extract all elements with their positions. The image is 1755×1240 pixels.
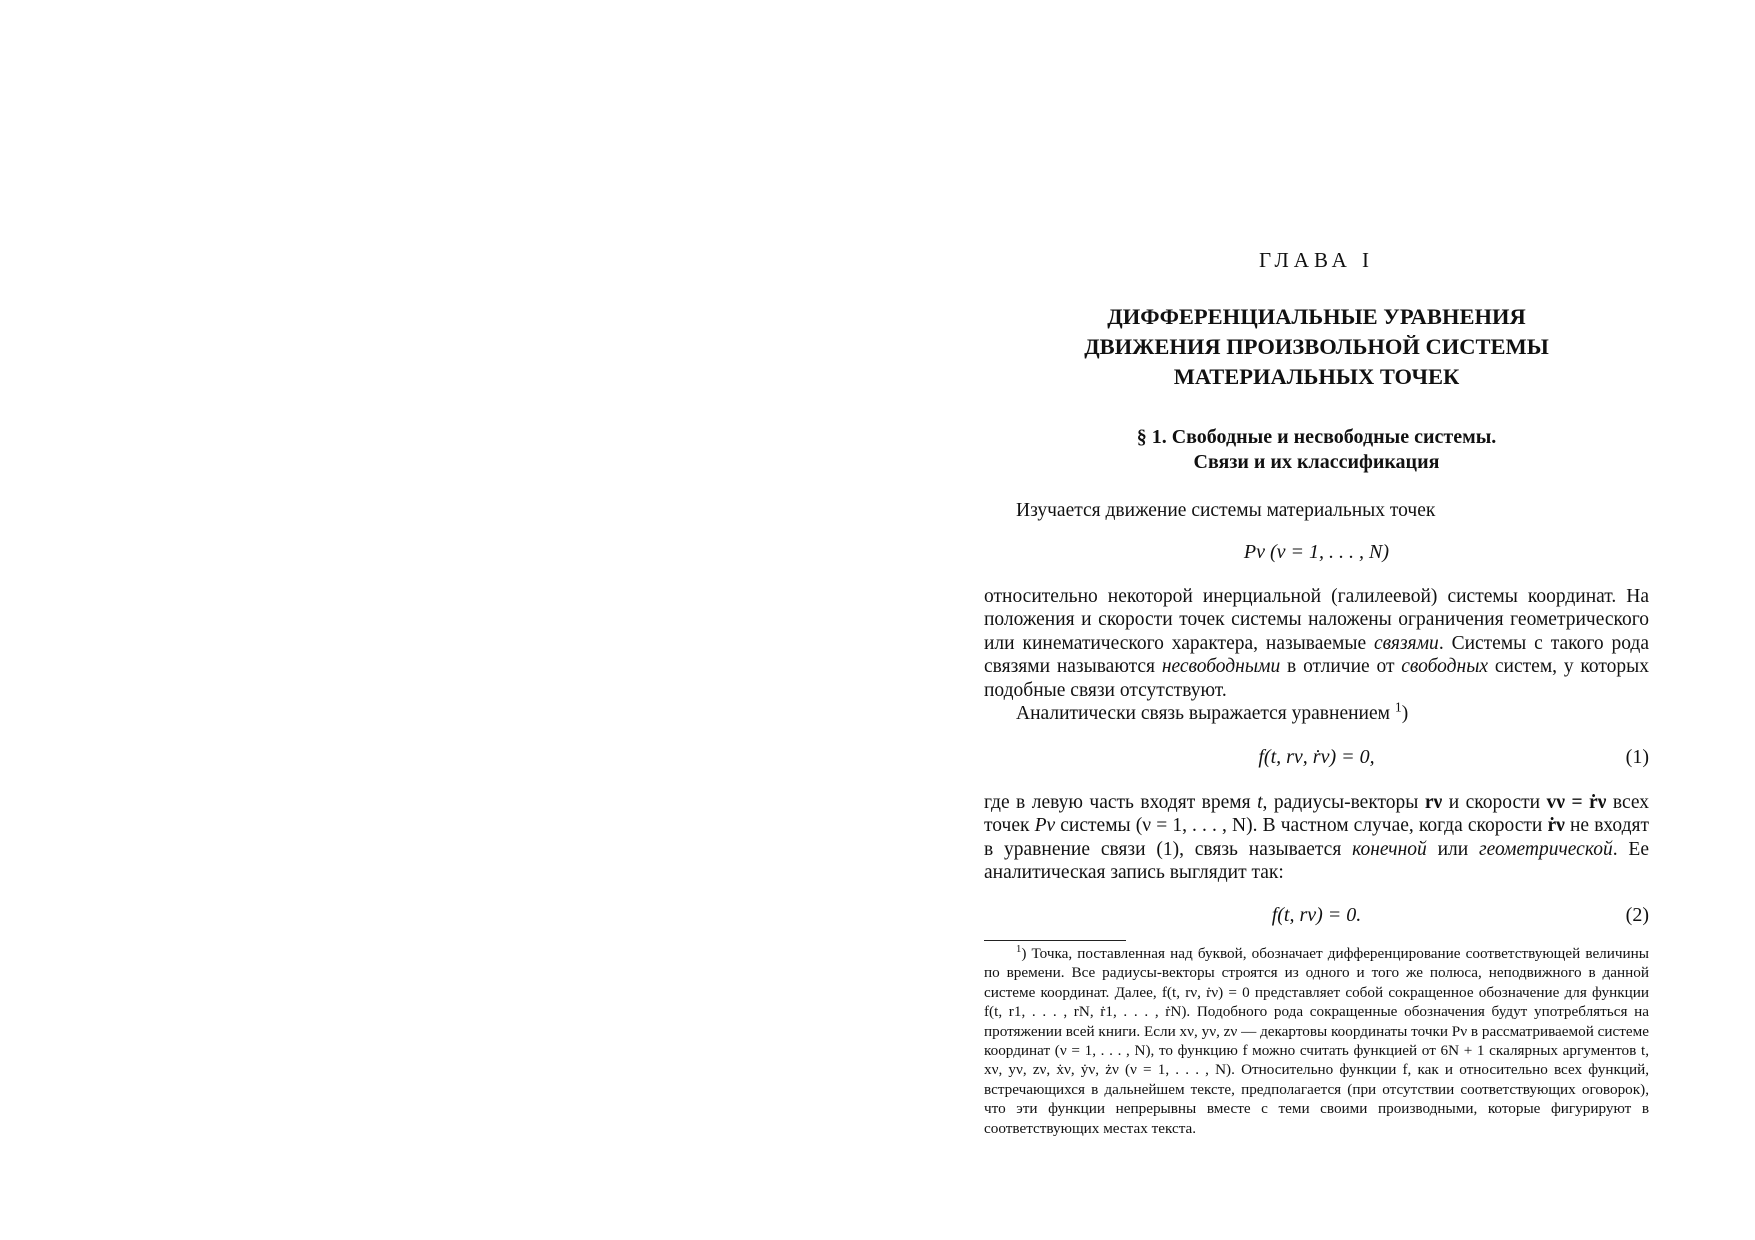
chapter-label: ГЛАВА I xyxy=(1258,248,1375,272)
equation-2-expr: f(t, rν) = 0. xyxy=(1271,904,1362,926)
intro-paragraph: Изучается движение системы материальных точек xyxy=(1016,500,1436,521)
footnote-rule xyxy=(984,940,1126,941)
points-formula-expr: Pν (ν = 1, . . . , N) xyxy=(1243,541,1390,563)
section-title-line-1: § 1. Свободные и несвободные системы. xyxy=(1136,426,1497,448)
equation-2 xyxy=(984,904,1649,930)
constraints-paragraph: относительно некоторой инерциальной (галилеевой) системы координат. На положения и скорости точек системы наложены ограничения геометрического или кинематического характера, называемые связями. Системы с такого рода связями называются несвободными в отличие от свободных систем, у которых подобные связи отсутствуют. xyxy=(984,586,1649,701)
footnote-mark: 1 xyxy=(1016,943,1022,955)
section-title xyxy=(984,425,1649,475)
term-constraints: связями xyxy=(1374,632,1439,654)
term-finite: конечной xyxy=(1352,838,1427,860)
geometric-constraint-paragraph: где в левую часть входят время t, радиусы-векторы rν и скорости vν = ṙν всех точек Pν системы (ν = 1, . . . , N). В частном случае, когда скорости ṙν не входят в уравнение связи (1), связь называется конечной или геометрической. Ее аналитическая запись выглядит так: xyxy=(984,792,1650,884)
footnote xyxy=(984,944,1649,1138)
term-nonfree: несвободными xyxy=(1161,656,1281,678)
equation-1 xyxy=(984,746,1649,772)
chapter-title-line-2: ДВИЖЕНИЯ ПРОИЗВОЛЬНОЙ СИСТЕМЫ xyxy=(1084,334,1549,359)
points-formula xyxy=(984,541,1649,567)
footnote-ref: 1 xyxy=(1394,699,1402,715)
chapter-title xyxy=(984,302,1649,392)
analytic-paragraph: Аналитически связь выражается уравнением $^1$) xyxy=(1016,699,1409,724)
equation-1-expr: f(t, rν, ṙν) = 0, xyxy=(1258,746,1375,768)
term-geometric: геометрической xyxy=(1479,838,1613,860)
section-title-line-2: Связи и их классификация xyxy=(1193,451,1440,473)
footnote-text: ) Точка, поставленная над буквой, обозначает дифференцирование соответствующей величины по времени. Все радиусы-векторы строятся из одного и того же полюса, неподвижного в данной системе координат. Далее, f(t, rν, ṙν) = 0 представляет собой сокращенное обозначение для функции f(t, r1, . . . , rN, ṙ1, . . . , ṙN). Подобного рода сокращенные обозначения будут употребляться на протяжении всей книги. Если xν, yν, zν — декартовы координаты точки Pν в рассматриваемой системе координат (ν = 1, . . . , N), то функцию f можно считать функцией от 6N + 1 скалярных аргументов t, xν, yν, zν, ẋν, ẏν, żν (ν = 1, . . . , N). Относительно функции f, как и относительно всех функций, встречающихся в дальнейшем тексте, предполагается (при отсутствии соответствующих оговорок), что эти функции непрерывны вместе с теми своими производными, которые фигурируют в соответствующих местах текста. xyxy=(984,945,1649,1137)
term-free: свободных xyxy=(1401,656,1489,678)
right-page xyxy=(984,0,1649,1240)
chapter-title-line-1: ДИФФЕРЕНЦИАЛЬНЫЕ УРАВНЕНИЯ xyxy=(1107,304,1526,329)
equation-2-number: (2) xyxy=(1625,904,1649,926)
chapter-title-line-3: МАТЕРИАЛЬНЫХ ТОЧЕК xyxy=(1173,364,1460,389)
equation-1-number: (1) xyxy=(1625,746,1649,768)
